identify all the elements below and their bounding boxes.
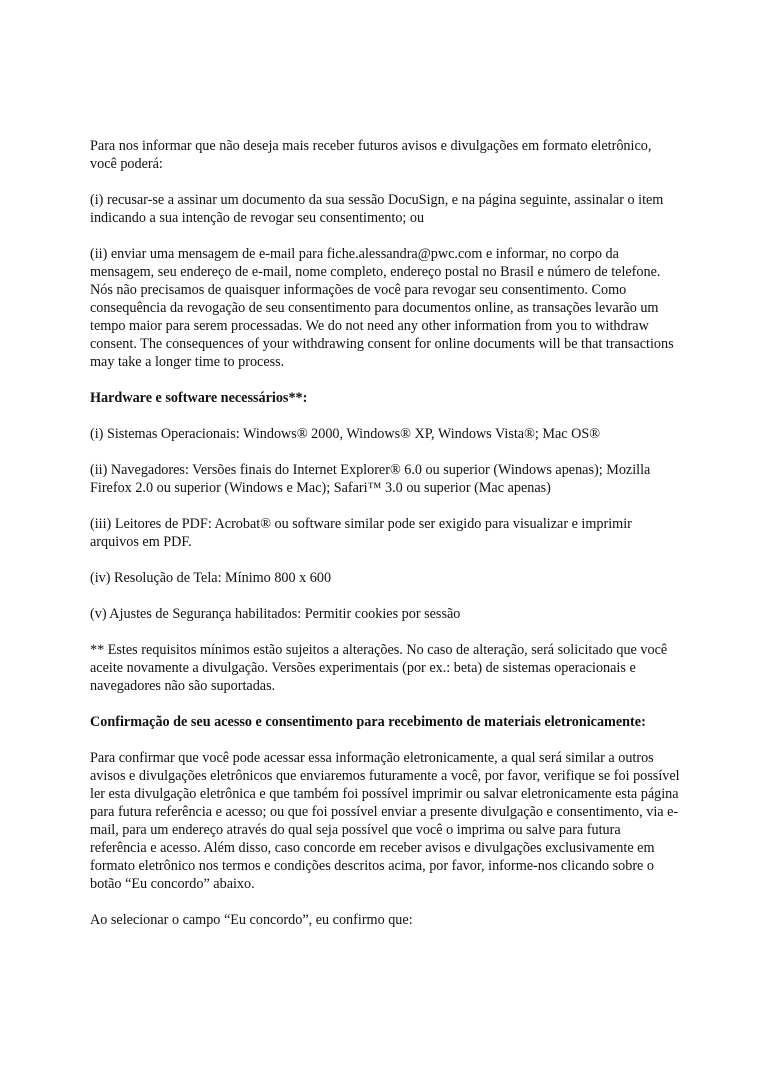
paragraph-withdraw-option-i: (i) recusar-se a assinar um documento da sua sessão DocuSign, e na página seguinte, assinalar o item indicando a sua intenção de revogar seu consentimento; ou	[90, 192, 664, 226]
requirement-browsers: (ii) Navegadores: Versões finais do Internet Explorer® 6.0 ou superior (Windows apenas); Mozilla Firefox 2.0 ou superior (Windows e Mac); Safari™ 3.0 ou superior (Mac apenas)	[90, 462, 651, 496]
paragraph-withdraw-intro: Para nos informar que não deseja mais receber futuros avisos e divulgações em formato eletrônico, você poderá:	[90, 138, 652, 172]
heading-confirmation-consent: Confirmação de seu acesso e consentimento para recebimento de materiais eletronicamente:	[90, 714, 646, 730]
paragraph-requirements-note: ** Estes requisitos mínimos estão sujeitos a alterações. No caso de alteração, será solicitado que você aceite novamente a divulgação. Versões experimentais (por ex.: beta) de sistemas operacionais e navegadores não são suportadas.	[90, 642, 668, 694]
requirement-screen-resolution: (iv) Resolução de Tela: Mínimo 800 x 600	[90, 570, 332, 586]
paragraph-withdraw-option-ii: (ii) enviar uma mensagem de e-mail para fiche.alessandra@pwc.com e informar, no corpo da mensagem, seu endereço de e-mail, nome completo, endereço postal no Brasil e número de telefone. Nós não precisamos de quaisquer informações de você para revogar seu consentimento. Como consequência da revogação de seu consentimento para documentos online, as transações levarão um tempo maior para serem processadas. We do not need any other information from you to withdraw consent. The consequences of your withdrawing consent for online documents will be that transactions may take a longer time to process.	[90, 246, 674, 370]
requirement-pdf-readers: (iii) Leitores de PDF: Acrobat® ou software similar pode ser exigido para visualizar e imprimir arquivos em PDF.	[90, 516, 632, 550]
heading-hardware-software: Hardware e software necessários**:	[90, 390, 308, 406]
paragraph-agree-statement: Ao selecionar o campo “Eu concordo”, eu confirmo que:	[90, 912, 413, 928]
requirement-security-settings: (v) Ajustes de Segurança habilitados: Permitir cookies por sessão	[90, 606, 461, 622]
paragraph-confirmation-instructions: Para confirmar que você pode acessar essa informação eletronicamente, a qual será similar a outros avisos e divulgações eletrônicos que enviaremos futuramente a você, por favor, verifique se foi possível ler esta divulgação eletrônica e que também foi possível imprimir ou salvar eletronicamente esta página para futura referência e acesso; ou que foi possível enviar a presente divulgação e consentimento, via e-mail, para um endereço através do qual seja possível que você o imprima ou salve para futura referência e acesso. Além disso, caso concorde em receber avisos e divulgações exclusivamente em formato eletrônico nos termos e condições descritos acima, por favor, informe-nos clicando sobre o botão “Eu concordo” abaixo.	[90, 750, 680, 892]
document-body	[90, 137, 680, 947]
requirement-operating-systems: (i) Sistemas Operacionais: Windows® 2000, Windows® XP, Windows Vista®; Mac OS®	[90, 426, 601, 442]
